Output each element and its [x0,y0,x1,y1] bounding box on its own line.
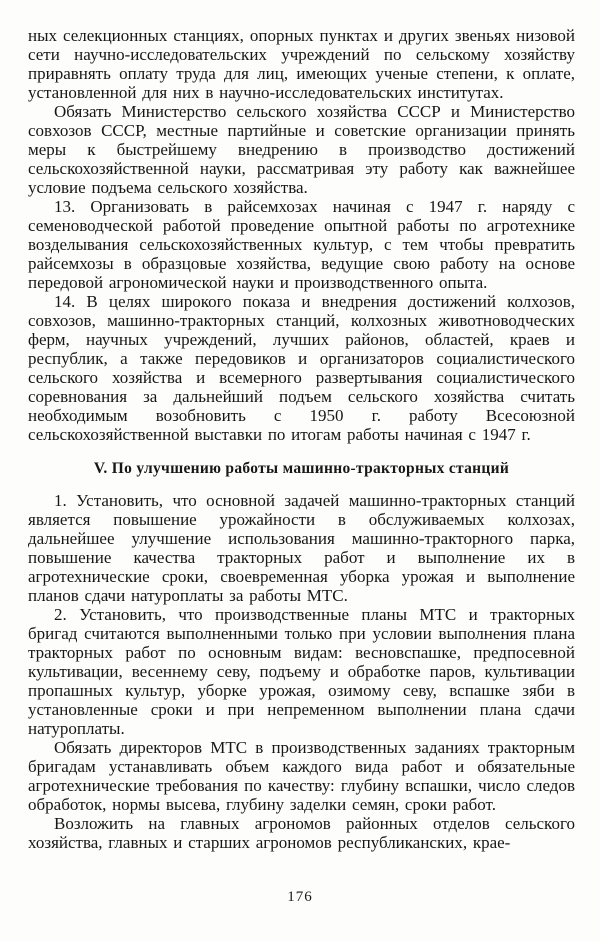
paragraph-item-1: 1. Установить, что основной задачей машинно-тракторных станций является повышение урожайности в обслуживаемых колхозах, дальнейшее улучшение использования машинно-тракторного парка, повышение качества тракторных работ и выполнение их в агротехнические сроки, своевременная уборка урожая и выполнение планов сдачи натуроплаты за работы МТС. [28,491,575,605]
paragraph-item-13: 13. Организовать в райсемхозах начиная с 1947 г. наряду с семеноводческой работой проведение опытной работы по агротехнике возделывания сельскохозяйственных культур, с тем чтобы превратить райсемхозы в образцовые хозяйства, ведущие свою работу на основе передовой агрономической науки и производственного опыта. [28,197,575,292]
paragraph-obligate-ministries: Обязать Министерство сельского хозяйства СССР и Министерство совхозов СССР, местные партийные и советские организации принять меры к быстрейшему внедрению в производство достижений сельскохозяйственной науки, рассматривая эту работу как важнейшее условие подъема сельского хозяйства. [28,102,575,197]
paragraph-assign-agronomists: Возложить на главных агрономов районных отделов сельского хозяйства, главных и старших агрономов республиканских, крае- [28,814,575,852]
paragraph-item-2: 2. Установить, что производственные планы МТС и тракторных бригад считаются выполненными только при условии выполнения плана тракторных работ по основным видам: весновспашке, предпосевной культивации, весеннему севу, подъему и обработке паров, культивации пропашных культур, уборке урожая, озимому севу, вспашке зяби в установленные сроки и при непременном выполнении плана сдачи натуроплаты. [28,605,575,738]
paragraph-continuation: ных селекционных станциях, опорных пунктах и других звеньях низовой сети научно-исследовательских учреждений по сельскому хозяйству приравнять оплату труда для лиц, имеющих ученые степени, к оплате, установленной для них в научно-исследовательских институтах. [28,26,575,102]
page-number: 176 [287,889,313,905]
paragraph-item-14: 14. В целях широкого показа и внедрения достижений колхозов, совхозов, машинно-тракторных станций, колхозных животноводческих ферм, научных учреждений, лучших районов, областей, краев и республик, а также передовиков и организаторов социалистического сельского хозяйства и всемерного развертывания социалистического соревнования за дальнейший подъем сельского хозяйства считать необходимым возобновить с 1950 г. работу Всесоюзной сельскохозяйственной выставки по итогам работы начиная с 1947 г. [28,292,575,444]
section-heading: V. По улучшению работы машинно-тракторных станций [93,460,510,477]
paragraph-obligate-mts-directors: Обязать директоров МТС в производственных заданиях тракторным бригадам устанавливать объем каждого вида работ и обязательные агротехнические требования по качеству: глубину вспашки, число следов обработок, нормы высева, глубину заделки семян, сроки работ. [28,738,575,814]
